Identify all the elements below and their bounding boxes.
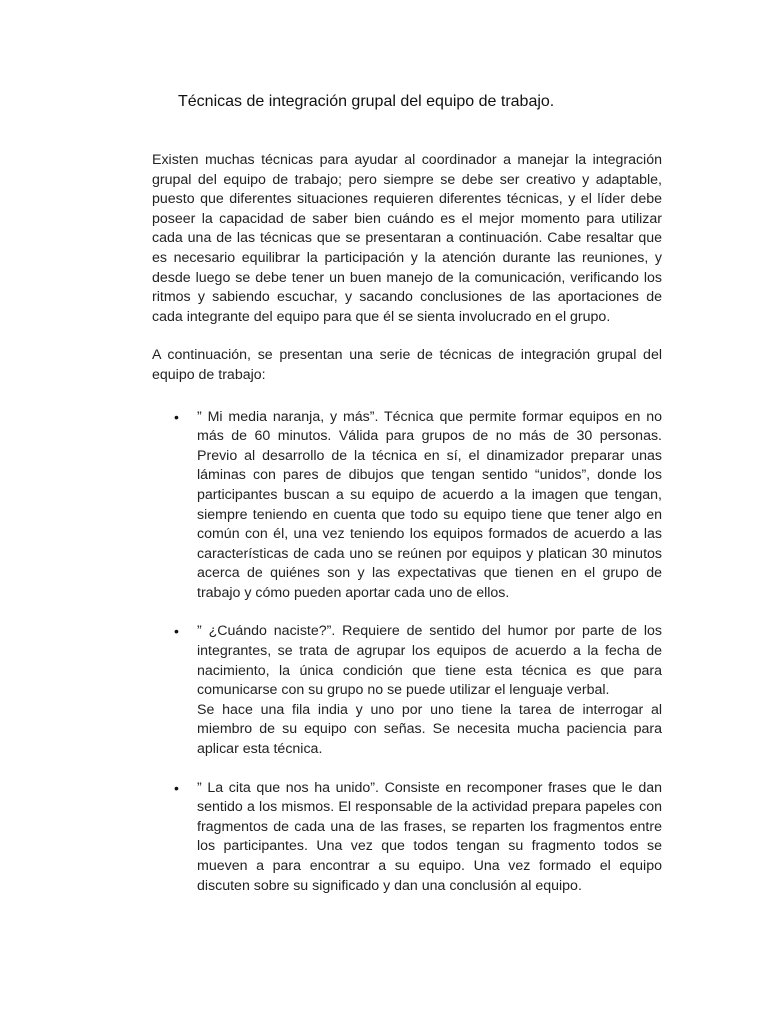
technique-text: ” Mi media naranja, y más”. Técnica que permite formar equipos en no más de 60 minutos. Válida para grupos de no más de 30 personas. Previo al desarrollo de la técnica en sí, el dinamizador preparar unas láminas con pares de dibujos que tengan sentido “unidos”, donde los participantes buscan a su equipo de acuerdo a la imagen que tengan, siempre teniendo en cuenta que todo su equipo tiene que tener algo en común con él, una vez teniendo los equipos formados de acuerdo a las características de cada uno se reúnen por equipos y platican 30 minutos acerca de quiénes son y las expectativas que tienen en el grupo de trabajo y cómo pueden aportar cada uno de ellos. [197,408,662,601]
bullet-icon: • [174,623,179,640]
techniques-list [152,408,662,897]
list-item-cuando-naciste [152,622,662,759]
technique-text-continued: Se hace una fila india y uno por uno tiene la tarea de interrogar al miembro de su equipo con señas. Se necesita mucha paciencia para aplicar esta técnica. [197,701,662,758]
document-body [152,151,662,915]
list-item-la-cita [152,779,662,897]
list-item-media-naranja [152,408,662,604]
lead-paragraph: A continuación, se presentan una serie de técnicas de integración grupal del equipo de trabajo: [152,347,662,383]
bullet-icon: • [174,779,179,796]
bullet-icon: • [174,408,179,425]
document-title: Técnicas de integración grupal del equipo de trabajo. [178,93,555,110]
technique-text: ” ¿Cuándo naciste?”. Requiere de sentido del humor por parte de los integrantes, se trata de agrupar los equipos de acuerdo a la fecha de nacimiento, la única condición que tiene esta técnica es que para comunicarse con su grupo no se puede utilizar el lenguaje verbal. [197,623,662,699]
technique-text: ” La cita que nos ha unido”. Consiste en recomponer frases que le dan sentido a los mismos. El responsable de la actividad prepara papeles con fragmentos de cada una de las frases, se reparten los fragmentos entre los participantes. Una vez que todos tengan su fragmento todos se mueven a para encontrar a su equipo. Una vez formado el equipo discuten sobre su significado y dan una conclusión al equipo. [197,779,662,894]
intro-paragraph: Existen muchas técnicas para ayudar al coordinador a manejar la integración grupal del equipo de trabajo; pero siempre se debe ser creativo y adaptable, puesto que diferentes situaciones requieren diferentes técnicas, y el líder debe poseer la capacidad de saber bien cuándo es el mejor momento para utilizar cada una de las técnicas que se presentaran a continuación. Cabe resaltar que es necesario equilibrar la participación y la atención durante las reuniones, y desde luego se debe tener un buen manejo de la comunicación, verificando los ritmos y sabiendo escuchar, y sacando conclusiones de las aportaciones de cada integrante del equipo para que él se sienta involucrado en el grupo. [152,152,662,325]
